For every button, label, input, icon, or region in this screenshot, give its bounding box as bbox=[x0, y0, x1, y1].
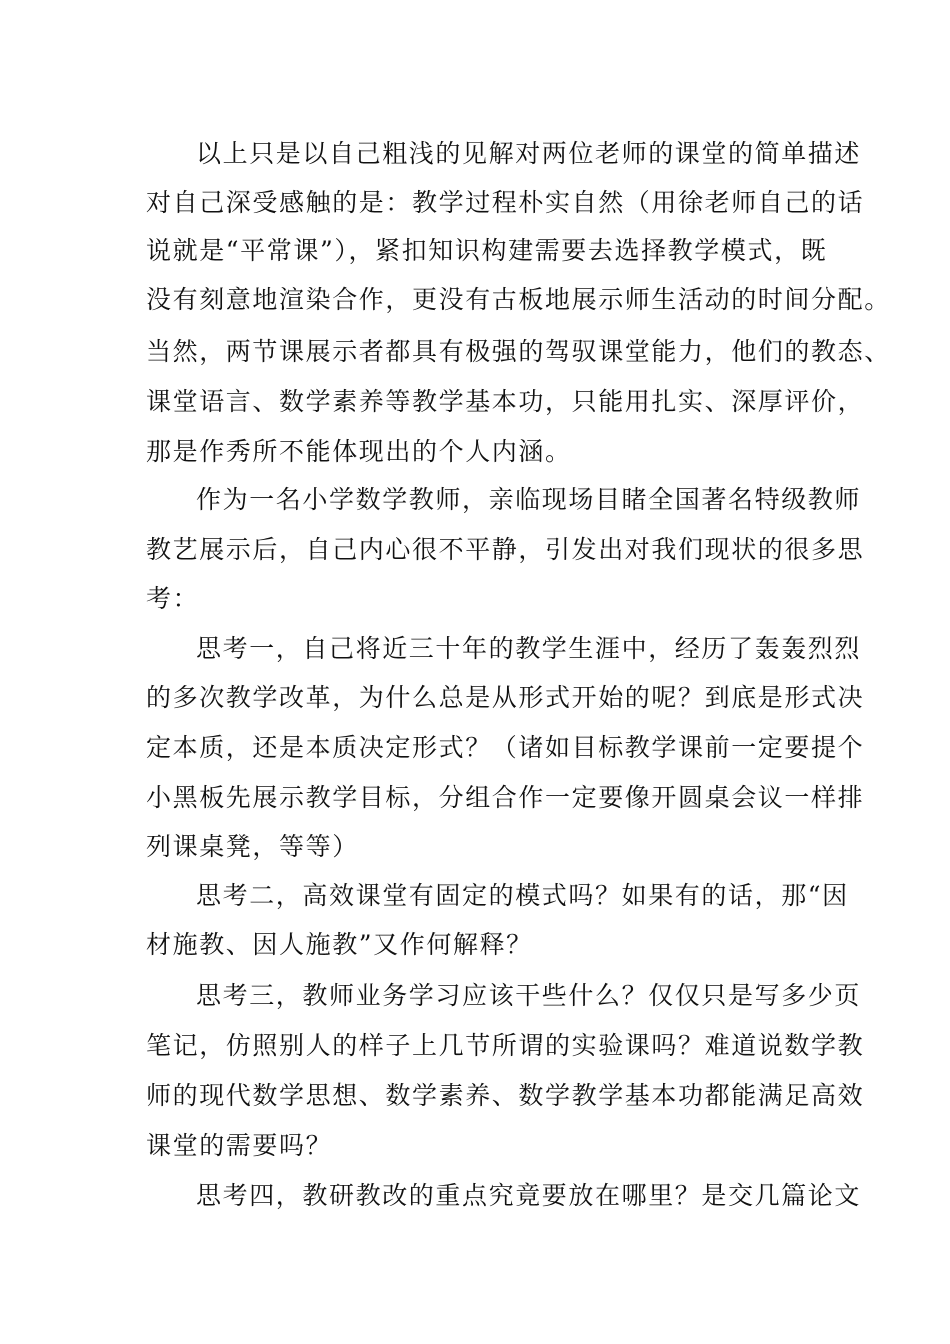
text-line: 的多次教学改革，为什么总是从形式开始的呢？到底是形式决 bbox=[146, 683, 865, 712]
text-line: 小黑板先展示教学目标，分组合作一定要像开圆桌会议一样排 bbox=[146, 783, 865, 812]
text-line: 思考四，教研教改的重点究竟要放在哪里？是交几篇论文 bbox=[196, 1181, 862, 1210]
text-line: 课堂语言、数学素养等教学基本功，只能用扎实、深厚评价， bbox=[146, 387, 865, 416]
text-line: 思考三，教师业务学习应该干些什么？仅仅只是写多少页 bbox=[196, 981, 862, 1010]
text-line: 定本质，还是本质决定形式？（诸如目标教学课前一定要提个 bbox=[146, 733, 865, 762]
text-line: 列课桌凳，等等） bbox=[146, 832, 359, 861]
text-line: 师的现代数学思想、数学素养、数学教学基本功都能满足高效 bbox=[146, 1081, 865, 1110]
text-line: 没有刻意地渲染合作，更没有古板地展示师生活动的时间分配。 bbox=[146, 285, 891, 314]
text-line: 笔记，仿照别人的样子上几节所谓的实验课吗？难道说数学教 bbox=[146, 1031, 865, 1060]
text-line: 教艺展示后，自己内心很不平静，引发出对我们现状的很多思 bbox=[146, 535, 865, 564]
text-line: 以上只是以自己粗浅的见解对两位老师的课堂的简单描述 bbox=[196, 139, 862, 168]
text-line: 思考一，自己将近三十年的教学生涯中，经历了轰轰烈烈 bbox=[196, 634, 862, 663]
text-line: 当然，两节课展示者都具有极强的驾驭课堂能力，他们的教态、 bbox=[146, 337, 891, 366]
text-line: 思考二，高效课堂有固定的模式吗？如果有的话，那“因 bbox=[196, 881, 849, 910]
text-line: 说就是“平常课”），紧扣知识构建需要去选择教学模式，既 bbox=[146, 236, 828, 265]
text-line: 对自己深受感触的是：教学过程朴实自然（用徐老师自己的话 bbox=[146, 188, 865, 217]
text-line: 作为一名小学数学教师，亲临现场目睹全国著名特级教师 bbox=[196, 485, 862, 514]
text-line: 那是作秀所不能体现出的个人内涵。 bbox=[146, 437, 572, 466]
text-line: 材施教、因人施教”又作何解释？ bbox=[146, 930, 533, 959]
text-line: 考： bbox=[146, 584, 200, 613]
text-line: 课堂的需要吗？ bbox=[146, 1131, 333, 1160]
